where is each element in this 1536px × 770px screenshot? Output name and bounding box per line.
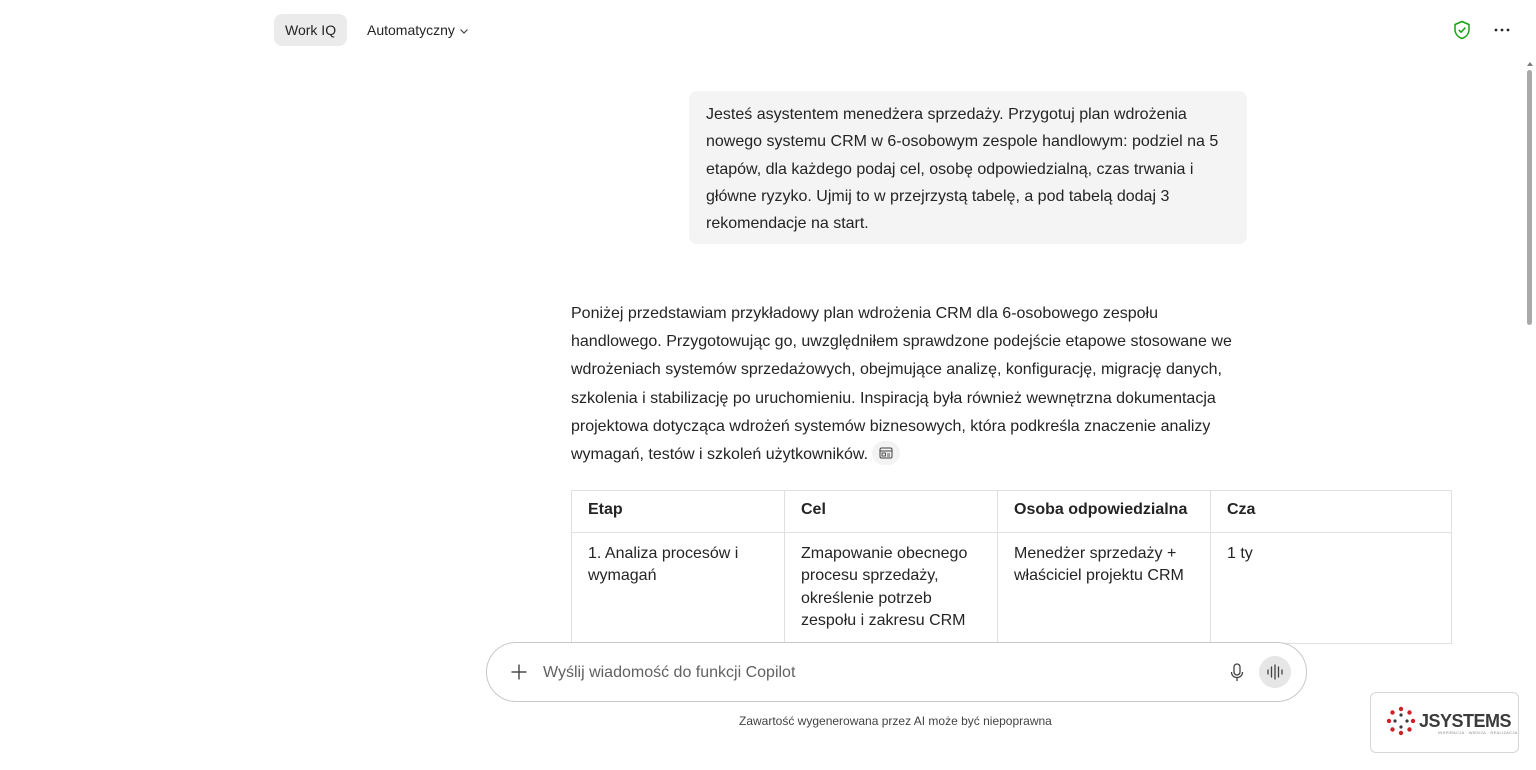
answer-line: Poniżej przedstawiam przykładowy plan wdrożenia CRM dla 6-osobowego zespołu [571, 305, 1158, 322]
jsystems-logo [1370, 692, 1519, 753]
mode-dropdown[interactable] [367, 14, 469, 46]
voice-mode-button[interactable] [1259, 656, 1291, 688]
answer-line-last [571, 441, 1239, 469]
user-message-bubble [689, 91, 1247, 244]
logo-wordmark: JSYSTEMS [1419, 711, 1512, 731]
message-composer [486, 642, 1307, 702]
top-bar [0, 0, 1536, 60]
work-iq-button[interactable]: Work IQ [274, 14, 347, 46]
mode-dropdown-label: Automatyczny [367, 22, 455, 38]
user-message-line: nowego systemu CRM w 6-osobowym zespole handlowym: podziel na 5 [706, 133, 1219, 151]
assistant-answer [571, 300, 1239, 469]
table-row [572, 532, 1452, 643]
table-cell: Zmapowanie obecnego procesu sprzedaży, określenie potrzeb zespołu i zakresu CRM [785, 532, 998, 643]
answer-line: wdrożeniach systemów sprzedażowych, obejmujące analizę, konfigurację, migrację danych, [571, 361, 1222, 379]
plan-table-container[interactable] [571, 490, 1256, 630]
answer-line-text: wymagań, testów i szkoleń użytkowników. [571, 446, 869, 464]
table-header-cell: Osoba odpowiedzialna [998, 491, 1211, 533]
answer-line: szkolenia i stabilizację po uruchomieniu. Inspiracją była również wewnętrzna dokumentacja [571, 389, 1216, 407]
citation-button[interactable] [872, 441, 900, 465]
user-message-line: rekomendacje na start. [706, 215, 869, 233]
table-header-cell: Cel [785, 491, 998, 533]
answer-line: projektowa dotycząca wdrożeń systemów biznesowych, która podkreśla znaczenie analizy [571, 417, 1211, 435]
answer-line: handlowego. Przygotowując go, uwzględniłem sprawdzone podejście etapowe stosowane we [571, 333, 1232, 351]
scrollbar-thumb[interactable] [1527, 70, 1532, 325]
jsystems-logo-mark-icon [1385, 705, 1417, 737]
user-message-line: etapów, dla każdego podaj cel, osobę odpowiedzialną, czas trwania i [706, 160, 1194, 178]
microphone-icon[interactable] [1227, 662, 1247, 684]
plan-table [571, 490, 1452, 644]
table-header-cell: Cza [1211, 491, 1452, 533]
table-header-cell: Etap [572, 491, 785, 533]
citation-icon [879, 447, 893, 459]
user-message-line: Jesteś asystentem menedżera sprzedaży. Przygotuj plan wdrożenia [706, 106, 1187, 123]
table-header-row [572, 491, 1452, 533]
ellipsis-icon[interactable] [1491, 20, 1513, 40]
logo-tagline: INSPIRACJA · WIEDZA · REALIZACJA [1438, 730, 1518, 735]
table-cell: 1. Analiza procesów i wymagań [572, 532, 785, 643]
table-cell: Menedżer sprzedaży + właściciel projektu CRM [998, 532, 1211, 643]
chat-scroll-area[interactable] [0, 60, 1520, 629]
voice-waveform-icon [1266, 664, 1284, 680]
ai-disclaimer: Zawartość wygenerowana przez AI może być niepoprawna [739, 714, 1052, 728]
table-cell: 1 ty [1211, 532, 1452, 643]
plus-icon[interactable] [509, 662, 529, 682]
scroll-up-arrow-icon[interactable] [1526, 60, 1534, 68]
user-message-line: główne ryzyko. Ujmij to w przejrzystą tabelę, a pod tabelą dodaj 3 [706, 187, 1170, 205]
shield-check-icon[interactable] [1452, 20, 1472, 40]
message-input[interactable] [543, 660, 1203, 686]
chevron-down-icon [459, 26, 469, 36]
